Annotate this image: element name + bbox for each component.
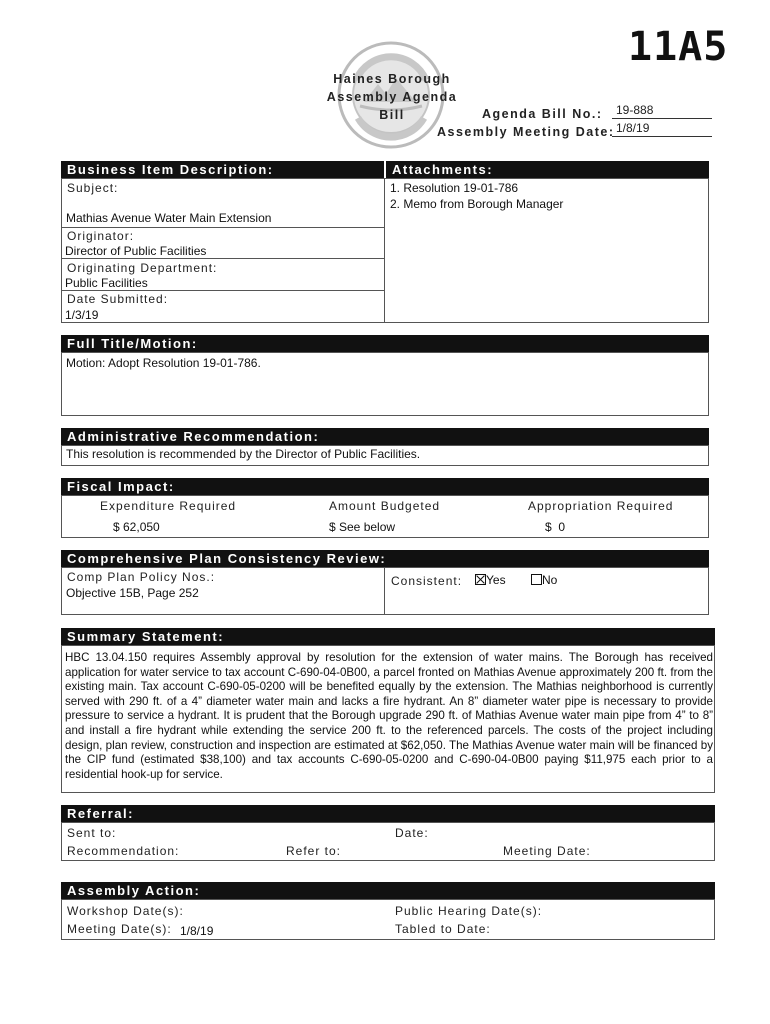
consistent-yes-option[interactable]	[475, 573, 506, 587]
checkbox-icon[interactable]	[531, 574, 542, 585]
yes-label: Yes	[486, 573, 506, 587]
subject-value: Mathias Avenue Water Main Extension	[66, 211, 272, 225]
originator-label: Originator:	[67, 229, 135, 243]
date-submitted-value: 1/3/19	[65, 308, 99, 322]
fiscal-impact-header: Fiscal Impact:	[61, 478, 709, 495]
expenditure-value: $ 62,050	[113, 520, 160, 534]
appropriation-label: Appropriation Required	[528, 499, 674, 513]
recommendation-label: Recommendation:	[67, 844, 180, 858]
amount-budgeted-label: Amount Budgeted	[329, 499, 441, 513]
amount-budgeted-value: $ See below	[329, 520, 396, 534]
refer-to-label: Refer to:	[286, 844, 342, 858]
assembly-meeting-date-value: 1/8/19	[180, 924, 214, 938]
comp-plan-policy-label: Comp Plan Policy Nos.:	[67, 570, 216, 584]
attachments-header: Attachments:	[386, 161, 709, 178]
sent-to-label: Sent to:	[67, 826, 117, 840]
department-label: Originating Department:	[67, 261, 218, 275]
document-title	[312, 70, 472, 124]
workshop-date-label: Workshop Date(s):	[67, 904, 184, 918]
consistent-label: Consistent:	[391, 574, 463, 588]
admin-recommendation-text: This resolution is recommended by the Director of Public Facilities.	[66, 447, 421, 461]
assembly-action-header: Assembly Action:	[61, 882, 715, 899]
attachment-item: 1. Resolution 19-01-786	[390, 181, 519, 195]
appropriation-value: $ 0	[545, 520, 566, 534]
meeting-date-value: 1/8/19	[612, 121, 712, 137]
title-line-1: Haines Borough	[333, 72, 451, 86]
date-submitted-label: Date Submitted:	[67, 292, 169, 306]
consistent-no-option[interactable]	[531, 573, 557, 587]
attachment-item: 2. Memo from Borough Manager	[390, 197, 564, 211]
referral-meeting-date-label: Meeting Date:	[503, 844, 591, 858]
public-hearing-date-label: Public Hearing Date(s):	[395, 904, 543, 918]
admin-recommendation-header: Administrative Recommendation:	[61, 428, 709, 445]
document-stamp: 11A5	[628, 24, 729, 70]
department-value: Public Facilities	[65, 276, 148, 290]
expenditure-label: Expenditure Required	[100, 499, 237, 513]
comp-plan-policy-value: Objective 15B, Page 252	[66, 586, 199, 600]
motion-text: Motion: Adopt Resolution 19-01-786.	[66, 356, 261, 370]
no-label: No	[542, 573, 558, 587]
comp-plan-header: Comprehensive Plan Consistency Review:	[61, 550, 709, 567]
summary-text: HBC 13.04.150 requires Assembly approval by resolution for the extension of water mains. The Borough has received application for water service to tax account C-690-04-0B00, a parcel fronted on Mathias Avenue approximately 200 ft. from the existing main. Tax account C-690-05-0200 will be benefited equally by the extension. The Mathias neighborhood is currently served with 290 ft. of a 4” diameter water main and lacks a fire hydrant. An 8” diameter water pipe is necessary to provide pressure to service a hydrant. It is prudent that the Borough upgrade 290 ft. of Mathias Avenue water main pipe from 4” to 8” and install a fire hydrant while extending the service 200 ft. to the referenced parcels. The costs of the project including design, plan review, construction and inspection are estimated at $62,050. The Mathias Avenue water main will be financed by the CIP fund (estimated $38,100) and tax accounts C-690-05-0200 and C-690-04-0B00 paying $11,975 each prior to a residential hook-up for service.	[65, 651, 713, 781]
business-item-header: Business Item Description:	[61, 161, 384, 178]
referral-date-label: Date:	[395, 826, 429, 840]
meeting-date-label: Assembly Meeting Date:	[437, 125, 615, 139]
motion-header: Full Title/Motion:	[61, 335, 709, 352]
bill-number-value: 19-888	[612, 103, 712, 119]
title-line-2: Assembly Agenda Bill	[326, 90, 458, 122]
bill-number-label: Agenda Bill No.:	[482, 107, 603, 121]
referral-header: Referral:	[61, 805, 715, 822]
summary-header: Summary Statement:	[61, 628, 715, 645]
originator-value: Director of Public Facilities	[65, 244, 207, 258]
assembly-meeting-date-label: Meeting Date(s):	[67, 922, 172, 936]
checked-box-icon[interactable]	[475, 574, 486, 585]
subject-label: Subject:	[67, 181, 119, 195]
tabled-to-date-label: Tabled to Date:	[395, 922, 491, 936]
